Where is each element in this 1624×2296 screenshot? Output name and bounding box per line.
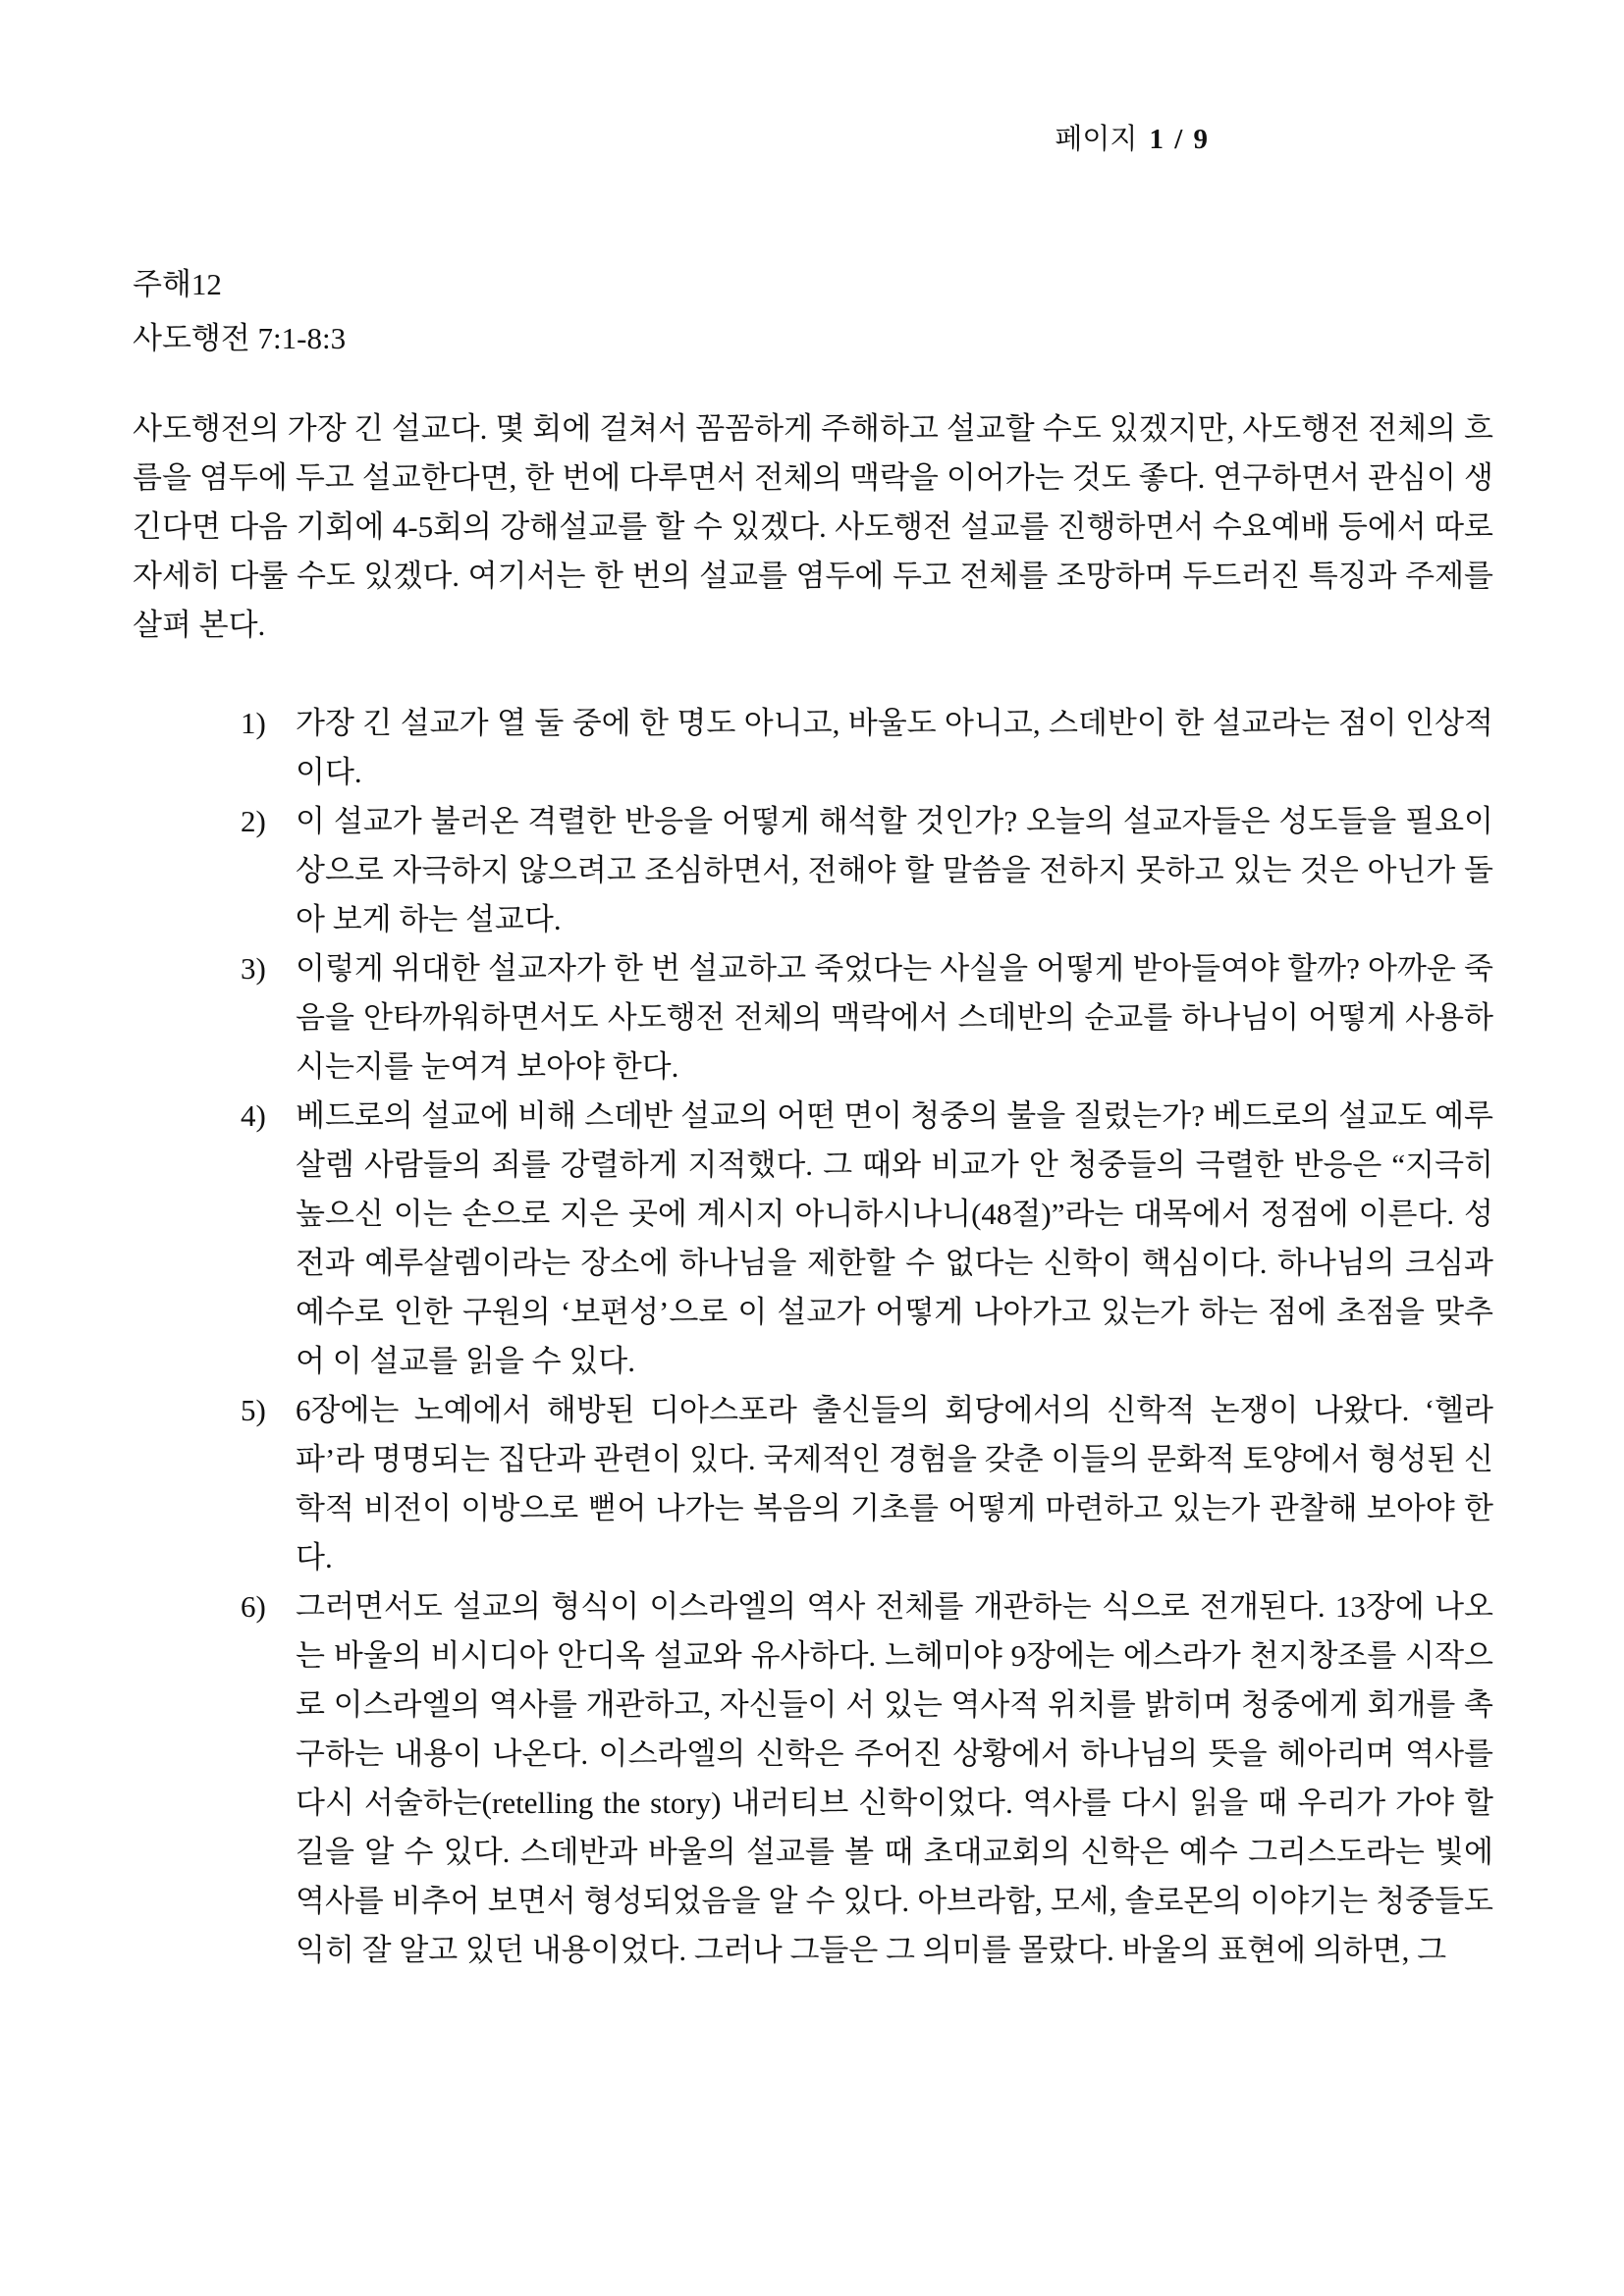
list-item-number: 3) <box>241 951 266 986</box>
list-item <box>241 1582 1493 1975</box>
list-item <box>241 1092 1493 1386</box>
list-item <box>241 944 1493 1092</box>
list-item-text: 그러면서도 설교의 형식이 이스라엘의 역사 전체를 개관하는 식으로 전개된다. 13장에 나오는 바울의 비시디아 안디옥 설교와 유사하다. 느헤미야 9장에는 에스라가 천지창조를 시작으로 이스라엘의 역사를 개관하고, 자신들이 서 있는 역사적 위치를 밝히며 청중에게 회개를 촉구하는 내용이 나온다. 이스라엘의 신학은 주어진 상황에서 하나님의 뜻을 헤아리며 역사를 다시 서술하는(retelling the story) 내러티브 신학이었다. 역사를 다시 읽을 때 우리가 가야 할 길을 알 수 있다. 스데반과 바울의 설교를 볼 때 초대교회의 신학은 예수 그리스도라는 빛에 역사를 비추어 보면서 형성되었음을 알 수 있다. 아브라함, 모세, 솔로몬의 이야기는 청중들도 익히 잘 알고 있던 내용이었다. 그러나 그들은 그 의미를 몰랐다. 바울의 표현에 의하면, 그 <box>296 1589 1493 1967</box>
page-number <box>0 122 1210 157</box>
list-item-text: 가장 긴 설교가 열 둘 중에 한 명도 아니고, 바울도 아니고, 스데반이 한 설교라는 점이 인상적이다. <box>296 706 1493 789</box>
title-block <box>133 257 1493 365</box>
list-item-text: 이 설교가 불러온 격렬한 반응을 어떻게 해석할 것인가? 오늘의 설교자들은 성도들을 필요이상으로 자극하지 않으려고 조심하면서, 전해야 할 말씀을 전하지 못하고 있는 것은 아닌가 돌아 보게 하는 설교다. <box>296 804 1493 936</box>
list-item <box>241 699 1493 797</box>
list-item-number: 5) <box>241 1393 266 1427</box>
list-item-text: 6장에는 노예에서 해방된 디아스포라 출신들의 회당에서의 신학적 논쟁이 나왔다. ‘헬라파’라 명명되는 집단과 관련이 있다. 국제적인 경험을 갖춘 이들의 문화적 토양에서 형성된 신학적 비전이 이방으로 뻗어 나가는 복음의 기초를 어떻게 마련하고 있는가 관찰해 보아야 한다. <box>296 1393 1493 1575</box>
document-body <box>133 257 1493 1975</box>
list-item-text: 베드로의 설교에 비해 스데반 설교의 어떤 면이 청중의 불을 질렀는가? 베드로의 설교도 예루살렘 사람들의 죄를 강렬하게 지적했다. 그 때와 비교가 안 청중들의 극렬한 반응은 “지극히 높으신 이는 손으로 지은 곳에 계시지 아니하시나니(48절)”라는 대목에서 정점에 이른다. 성전과 예루살렘이라는 장소에 하나님을 제한할 수 없다는 신학이 핵심이다. 하나님의 크심과 예수로 인한 구원의 ‘보편성’으로 이 설교가 어떻게 나아가고 있는가 하는 점에 초점을 맞추어 이 설교를 읽을 수 있다. <box>296 1098 1493 1378</box>
doc-subtitle: 사도행전 7:1-8:3 <box>133 321 347 355</box>
list-item-number: 1) <box>241 706 266 740</box>
list-item <box>241 797 1493 944</box>
list-item-number: 6) <box>241 1589 266 1624</box>
doc-title: 주해12 <box>133 267 222 301</box>
list-item <box>241 1386 1493 1582</box>
page-number-value: 1 / 9 <box>1149 124 1210 155</box>
list-item-number: 4) <box>241 1098 266 1133</box>
list-item-text: 이렇게 위대한 설교자가 한 번 설교하고 죽었다는 사실을 어떻게 받아들여야 할까? 아까운 죽음을 안타까워하면서도 사도행전 전체의 맥락에서 스데반의 순교를 하나님이 어떻게 사용하시는지를 눈여겨 보아야 한다. <box>296 951 1493 1084</box>
page-number-label: 페이지 <box>1055 124 1138 155</box>
numbered-list <box>133 699 1493 1975</box>
list-item-number: 2) <box>241 804 266 838</box>
intro-paragraph: 사도행전의 가장 긴 설교다. 몇 회에 걸쳐서 꼼꼼하게 주해하고 설교할 수도 있겠지만, 사도행전 전체의 흐름을 염두에 두고 설교한다면, 한 번에 다루면서 전체의 맥락을 이어가는 것도 좋다. 연구하면서 관심이 생긴다면 다음 기회에 4-5회의 강해설교를 할 수 있겠다. 사도행전 설교를 진행하면서 수요예배 등에서 따로 자세히 다룰 수도 있겠다. 여기서는 한 번의 설교를 염두에 두고 전체를 조망하며 두드러진 특징과 주제를 살펴 본다. <box>133 411 1493 642</box>
